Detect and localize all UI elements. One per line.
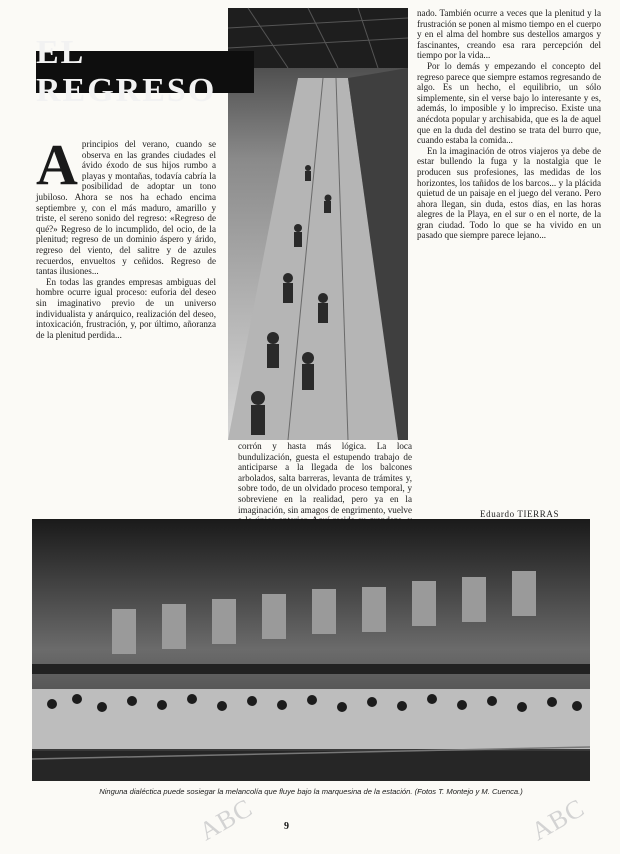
station-platform-photo (228, 8, 408, 440)
column-1 (36, 132, 216, 509)
col3-paragraph: Por lo demás y empezando el concepto del regreso parece que siempre estamos regresando de algo. Es un hecho, el equilibrio, un sólo simplemente, sin el verse bajo lo interesante y es, además, lo imposible y lo impreciso. Existe una anécdota popular y archisabida, que es la de aquel que en la duda del destino se trata del burro que, cuando estaba la comida... (417, 60, 601, 146)
abc-watermark: ABC (194, 792, 258, 847)
drop-cap: A (36, 132, 78, 197)
crowd-station-photo (32, 519, 590, 781)
col3-paragraph: En la imaginación de otros viajeros ya debe de estar bullendo la fuga y la nostalgia que le producen sus profesiones, las medidas de los horizontes, los tañidos de los barcos... y la plácida quietud de un paisaje en el juego del verano. Pero ahora llegan, sin duda, estos días, en las horas alegres de la Playa, en el sur o en el norte, de la gran ciudad. Todo lo que se ha vivido en un pasado que siempre parece lejano... (417, 145, 601, 241)
article-title: EL REGRESO (36, 51, 254, 93)
author-byline: Eduardo TIERRAS (480, 509, 560, 519)
abc-watermark: ABC (526, 792, 590, 847)
col1-paragraph: principios del verano, cuando se observa en las grandes ciudades el ávido éxodo de sus hijos rumbo a playas y montañas, todavía cabría la posibilidad de adoptar un tono jubiloso. Ahora se nos ha echado encima septiembre y, con el más maduro, amarillo y triste, el sereno sonido del regreso: «Regreso de qué?» Regreso de lo incumplido, del ocio, de la plenitud; regreso de un dominio áspero y árido, regreso del viento, del salitre y de azules recuerdos, envueltos y ceñidos. Regreso de tantas ilusiones... (36, 139, 216, 277)
column-2-continuation (238, 441, 412, 517)
mid-paragraph: corrón y hasta más lógica. La loca bundulización, guesta el estupendo trabajo de anticiparse a la llegada de los balcones arbolados, salta barreras, levanta de trámites y, sobre todo, de un olvidado proceso temporal, y sobreviene en la realidad, pero ya en la imaginación, sin amagos de engrimento, vuelve (238, 441, 412, 515)
page-number: 9 (284, 821, 289, 832)
column-3 (417, 8, 601, 448)
col1-paragraph: En todas las grandes empresas ambiguas del hombre ocurre igual proceso: euforia del deseo sin imaginativo previo de un universo individualista y anárquico, realización del deseo, intoxicación, frustración, y, por último, añoranza de la plenitud perdida... (36, 276, 216, 340)
photo-caption: Ninguna dialéctica puede sosiegar la melancolía que fluye bajo la marquesina de la estación. (Fotos T. Montejo y M. Cuenca.) (99, 787, 523, 796)
col3-paragraph: nado. También ocurre a veces que la plenitud y la frustración se ponen al mismo tiempo en el cuerpo y en el alma del hombre sus destellos amargos y fascinantes, creando esa rara percepción del tiempo por la vida... (417, 8, 601, 61)
